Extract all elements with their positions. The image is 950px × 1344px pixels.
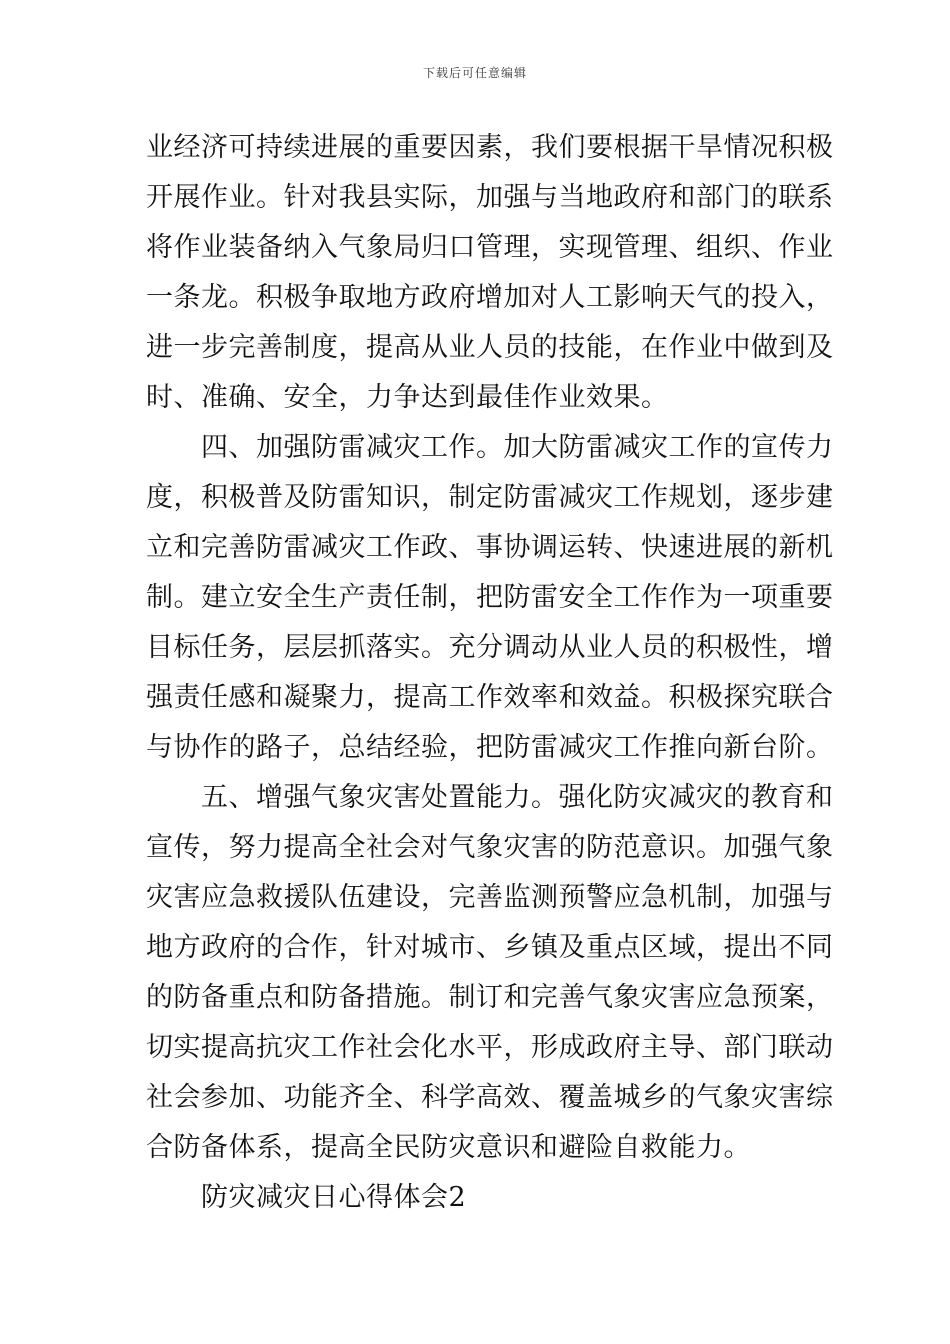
text-line: 进一步完善制度，提高从业人员的技能，在作业中做到及: [146, 332, 834, 363]
text-line: 将作业装备纳入气象局归口管理，实现管理、组织、作业: [146, 232, 834, 263]
text-line: 与协作的路子，总结经验，把防雷减灾工作推向新台阶。: [146, 732, 834, 763]
text-line: 一条龙。积极争取地方政府增加对人工影响天气的投入，: [146, 282, 834, 313]
text-line: 度，积极普及防雷知识，制定防雷减灾工作规划，逐步建: [146, 482, 834, 513]
text-line: 五、增强气象灾害处置能力。强化防灾减灾的教育和: [146, 782, 834, 813]
text-line: 合防备体系，提高全民防灾意识和避险自救能力。: [146, 1132, 751, 1163]
text-line: 宣传，努力提高全社会对气象灾害的防范意识。加强气象: [146, 832, 834, 863]
text-line: 立和完善防雷减灾工作政、事协调运转、快速进展的新机: [146, 532, 834, 563]
text-line: 四、加强防雷减灾工作。加大防雷减灾工作的宣传力: [146, 432, 834, 463]
text-line: 业经济可持续进展的重要因素，我们要根据干旱情况积极: [146, 132, 834, 163]
text-line: 社会参加、功能齐全、科学高效、覆盖城乡的气象灾害综: [146, 1082, 834, 1113]
text-line: 时、准确、安全，力争达到最佳作业效果。: [146, 382, 669, 413]
text-line: 开展作业。针对我县实际，加强与当地政府和部门的联系: [146, 182, 834, 213]
page-header: 下载后可任意编辑: [422, 66, 527, 80]
text-line: 的防备重点和防备措施。制订和完善气象灾害应急预案，: [146, 982, 834, 1013]
text-line: 灾害应急救援队伍建设，完善监测预警应急机制，加强与: [146, 882, 834, 913]
text-line: 地方政府的合作，针对城市、乡镇及重点区域，提出不同: [146, 932, 834, 963]
text-line: 强责任感和凝聚力，提高工作效率和效益。积极探究联合: [146, 682, 834, 713]
section-title: 防灾减灾日心得体会2: [146, 1182, 467, 1213]
text-line: 制。建立安全生产责任制，把防雷安全工作作为一项重要: [146, 582, 834, 613]
text-line: 目标任务，层层抓落实。充分调动从业人员的积极性，增: [146, 632, 834, 663]
text-line: 切实提高抗灾工作社会化水平，形成政府主导、部门联动: [146, 1032, 834, 1063]
